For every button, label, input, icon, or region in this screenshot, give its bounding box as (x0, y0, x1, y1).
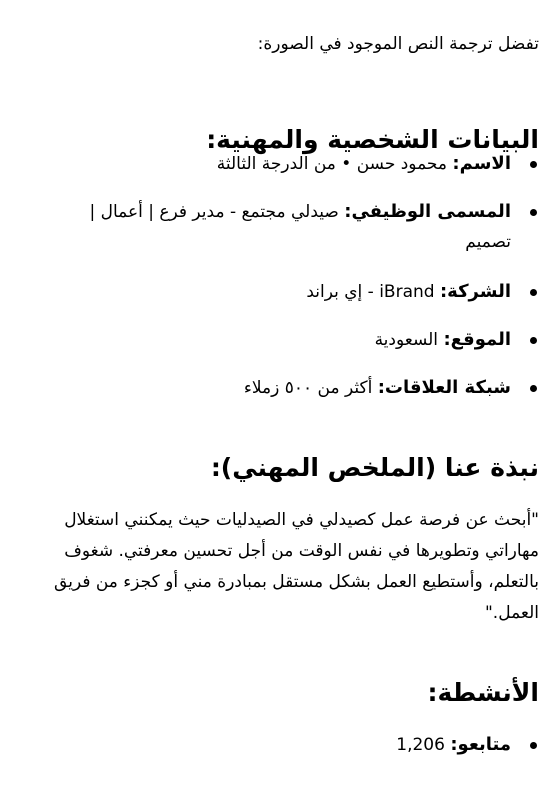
item-value: iBrand - إي براند (306, 282, 435, 302)
followers-count: 1,206 (396, 735, 445, 755)
item-label: الموقع: (443, 329, 511, 350)
about-summary: "أبحث عن فرصة عمل كصيدلي في الصيدليات حيث يمكنني استغلال مهاراتي وتطويرها في نفس الوقت من أجل تحسين معرفتي. شغوف بالتعلم، وأستطيع العمل بشكل مستقل بمبادرة مني أو كجزء من فريق العمل." (54, 510, 539, 623)
list-item-company (40, 277, 539, 307)
activity-list (40, 730, 539, 760)
item-value: أكثر من ٥٠٠ زملاء (243, 378, 373, 398)
item-label: المسمى الوظيفي: (344, 201, 511, 222)
item-value: محمود حسن • من الدرجة الثالثة (216, 154, 447, 174)
intro-text: تفضل ترجمة النص الموجود في الصورة: (257, 34, 539, 54)
list-item-network (40, 373, 539, 403)
personal-heading: البيانات الشخصية والمهنية: (206, 125, 539, 154)
bullet-icon (530, 337, 537, 344)
list-item-job-title (40, 197, 539, 257)
item-value: السعودية (374, 330, 439, 350)
activity-heading: الأنشطة: (427, 678, 539, 707)
about-heading: نبذة عنا (الملخص المهني): (210, 453, 539, 482)
personal-list (40, 149, 539, 403)
item-label: الشركة: (439, 281, 511, 302)
list-item-name (40, 149, 539, 179)
list-item-followers (40, 730, 539, 760)
bullet-icon (530, 742, 537, 749)
bullet-icon (530, 209, 537, 216)
item-label: شبكة العلاقات: (377, 377, 511, 398)
item-label: الاسم: (452, 153, 511, 174)
bullet-icon (530, 161, 537, 168)
bullet-icon (530, 385, 537, 392)
list-item-location (40, 325, 539, 355)
item-label: متابعو: (450, 734, 511, 755)
bullet-icon (530, 289, 537, 296)
item-value: صيدلي مجتمع - مدير فرع | أعمال | تصميم (89, 202, 511, 252)
